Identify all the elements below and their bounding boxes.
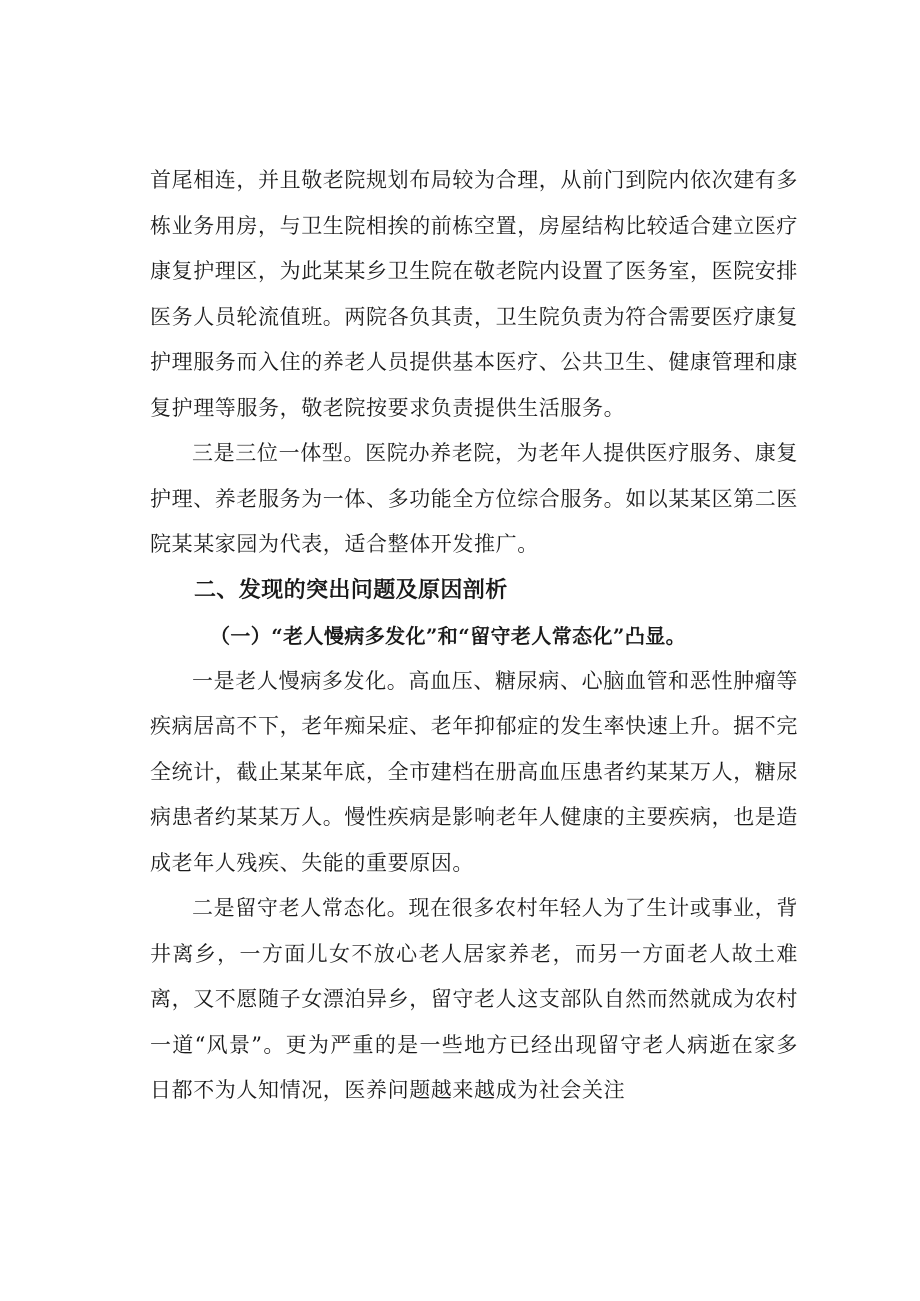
subsection-heading: （一）“老人慢病多发化”和“留守老人常态化”凸显。	[210, 623, 687, 648]
paragraph-chronic-disease: 一是老人慢病多发化。高血压、糖尿病、心脑血管和恶性肿瘤等疾病居高不下，老年痴呆症、老年抑郁症的发生率快速上升。据不完全统计，截止某某年底，全市建档在册高血压患者约某某万人，糖尿病患者约某某万人。慢性疾病是影响老年人健康的主要疾病，也是造成老年人残疾、失能的重要原因。	[150, 668, 798, 875]
paragraph-continuation: 首尾相连，并且敬老院规划布局较为合理，从前门到院内依次建有多栋业务用房，与卫生院相挨的前栋空置，房屋结构比较适合建立医疗康复护理区，为此某某乡卫生院在敬老院内设置了医务室，医院安排医务人员轮流值班。两院各负其责，卫生院负责为符合需要医疗康复护理服务而入住的养老人员提供基本医疗、公共卫生、健康管理和康复护理等服务，敬老院按要求负责提供生活服务。	[150, 168, 798, 420]
paragraph-three-in-one: 三是三位一体型。医院办养老院，为老年人提供医疗服务、康复护理、养老服务为一体、多功能全方位综合服务。如以某某区第二医院某某家园为代表，适合整体开发推广。	[150, 441, 798, 556]
paragraph-left-behind-elderly: 二是留守老人常态化。现在很多农村年轻人为了生计或事业，背井离乡，一方面儿女不放心老人居家养老，而另一方面老人故土难离，又不愿随子女漂泊异乡，留守老人这支部队自然而然就成为农村一道“风景”。更为严重的是一些地方已经出现留守老人病逝在家多日都不为人知情况，医养问题越来越成为社会关注	[150, 896, 798, 1102]
section-heading: 二、发现的突出问题及原因剖析	[194, 577, 508, 603]
document-body	[150, 158, 798, 1114]
